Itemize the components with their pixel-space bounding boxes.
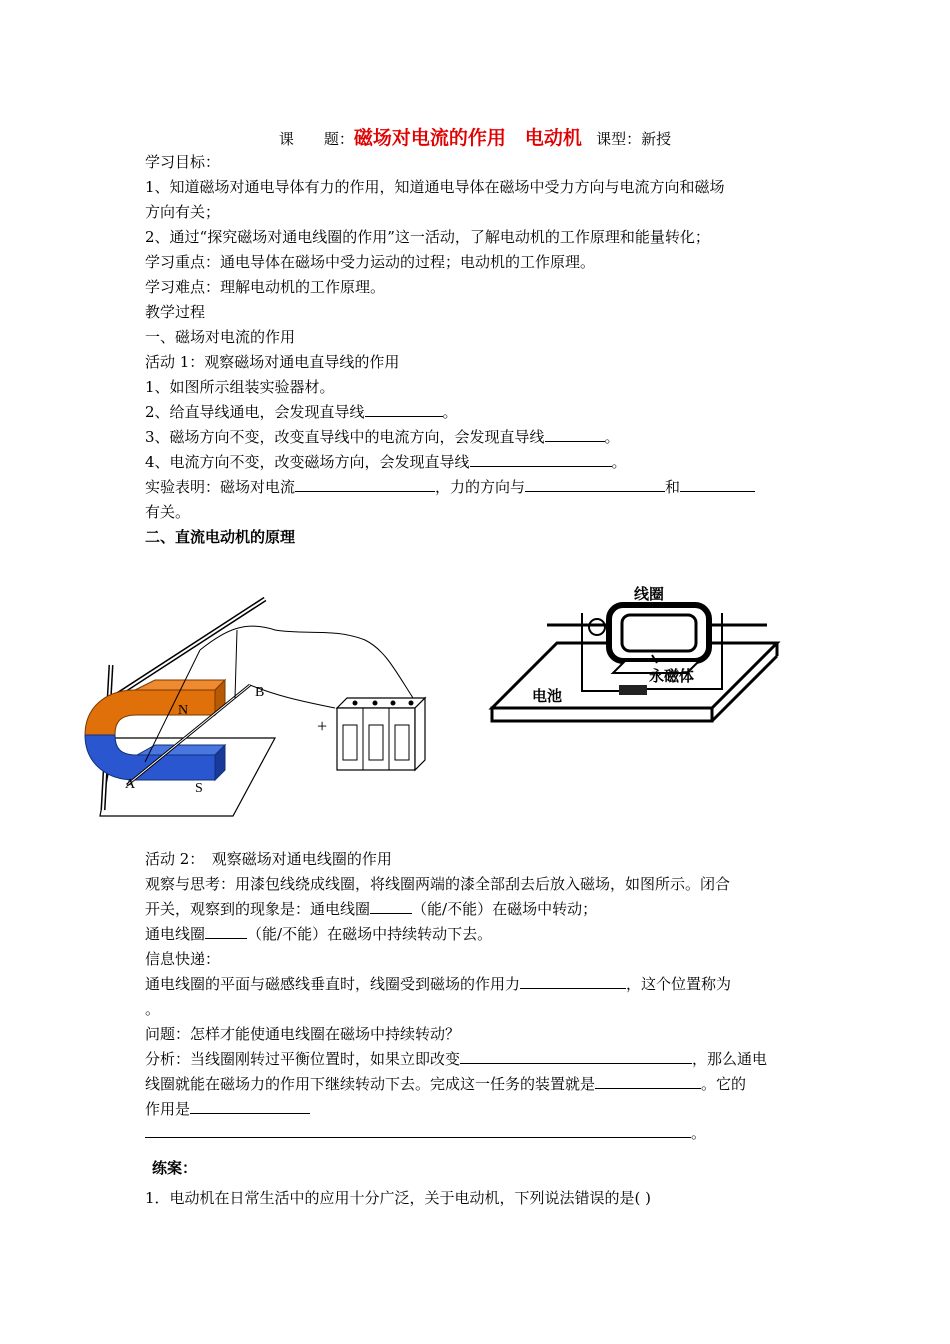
info-line-2: 。: [145, 1000, 161, 1018]
label-a: A: [125, 777, 136, 792]
answer-blank[interactable]: [520, 973, 626, 989]
info-text-2: ，这个位置称为: [626, 975, 732, 993]
answer-blank[interactable]: [545, 426, 605, 442]
practice-heading: 练案：: [152, 1159, 198, 1177]
difficulty: 学习难点：理解电动机的工作原理。: [145, 278, 386, 296]
activity-1-heading: 活动 1：观察磁场对通电直导线的作用: [145, 353, 400, 371]
question: 问题：怎样才能使通电线圈在磁场中持续转动？: [145, 1025, 461, 1043]
answer-blank[interactable]: [460, 1048, 692, 1064]
analysis-text-4: 。它的: [701, 1075, 747, 1093]
observe-text-2: （能/不能）在磁场中转动；: [412, 900, 598, 918]
info-line-1: [145, 973, 731, 995]
goals-heading: 学习目标：: [145, 153, 221, 171]
step-3-text: 3、磁场方向不变，改变直导线中的电流方向，会发现直导线: [145, 428, 545, 446]
conclusion-text-b: ，力的方向与: [435, 478, 526, 496]
analysis-end: 。: [691, 1124, 707, 1142]
page-title: [0, 124, 950, 153]
goal-1-line-2: 方向有关；: [145, 203, 221, 221]
analysis-text-5: 作用是: [145, 1100, 191, 1118]
activity-2-heading: 活动 2： 观察磁场对通电线圈的作用: [145, 850, 392, 868]
answer-blank[interactable]: [295, 476, 435, 492]
step-4-text: 4、电流方向不变，改变磁场方向，会发现直导线: [145, 453, 470, 471]
analysis-line-3: [145, 1098, 310, 1120]
observe-text-4: （能/不能）在磁场中持续转动下去。: [247, 925, 493, 943]
analysis-line-2: [145, 1073, 746, 1095]
conclusion-end: 有关。: [145, 503, 191, 521]
step-2: 2、给直导线通电，会发现直导线 。: [145, 403, 458, 421]
observe-text-1: 开关，观察到的现象是：通电线圈: [145, 900, 371, 918]
analysis-text-1: 分析：当线圈刚转过平衡位置时，如果立即改变: [145, 1050, 461, 1068]
lesson-type: 课型：新授: [596, 130, 672, 148]
label-s: S: [195, 781, 203, 796]
label-plus: +: [317, 716, 328, 736]
motor-coil-diagram: [487, 583, 787, 728]
observe-line-1: 观察与思考：用漆包线绕成线圈，将线圈两端的漆全部刮去后放入磁场，如图所示。闭合: [145, 875, 731, 893]
step-3: 3、磁场方向不变，改变直导线中的电流方向，会发现直导线 。: [145, 428, 620, 446]
conclusion: [145, 476, 755, 498]
answer-blank[interactable]: [680, 476, 755, 492]
conclusion-text-c: 和: [665, 478, 681, 496]
step-1: 1、如图所示组装实验器材。: [145, 378, 335, 396]
answer-blank[interactable]: [525, 476, 665, 492]
info-text-1: 通电线圈的平面与磁感线垂直时，线圈受到磁场的作用力: [145, 975, 521, 993]
observe-text-3: 通电线圈: [145, 925, 206, 943]
section-1-heading: 一、磁场对电流的作用: [145, 328, 296, 346]
answer-blank[interactable]: [370, 898, 412, 914]
step-4: 4、电流方向不变，改变磁场方向，会发现直导线 。: [145, 453, 627, 471]
observe-line-3: [145, 923, 492, 945]
practice-question-1: 1．电动机在日常生活中的应用十分广泛，关于电动机，下列说法错误的是( ): [145, 1189, 652, 1207]
analysis-text-2: ，那么通电: [692, 1050, 768, 1068]
answer-blank[interactable]: [365, 401, 443, 417]
title-main: 磁场对电流的作用 电动机: [353, 127, 582, 149]
answer-blank[interactable]: [190, 1098, 310, 1114]
section-2-heading: 二、直流电动机的原理: [145, 528, 296, 546]
label-permanent-magnet: 永磁体: [649, 667, 695, 685]
title-prefix: 课 题：: [278, 130, 354, 148]
analysis-line-1: [145, 1048, 767, 1070]
answer-blank[interactable]: [595, 1073, 701, 1089]
label-b: B: [255, 685, 265, 700]
info-heading: 信息快递：: [145, 950, 221, 968]
goal-2: 2、通过“探究磁场对通电线圈的作用”这一活动，了解电动机的工作原理和能量转化；: [145, 228, 710, 246]
key-point: 学习重点：通电导体在磁场中受力运动的过程；电动机的工作原理。: [145, 253, 596, 271]
label-n: N: [178, 703, 189, 718]
label-coil: 线圈: [634, 585, 665, 603]
wire-magnet-diagram: [75, 590, 435, 840]
conclusion-text-a: 实验表明：磁场对电流: [145, 478, 296, 496]
step-2-text: 2、给直导线通电，会发现直导线: [145, 403, 365, 421]
goal-1-line-1: 1、知道磁场对通电导体有力的作用，知道通电导体在磁场中受力方向与电流方向和磁场: [145, 178, 725, 196]
answer-blank[interactable]: [470, 451, 612, 467]
label-battery: 电池: [532, 687, 563, 705]
observe-line-2: [145, 898, 597, 920]
analysis-text-3: 线圈就能在磁场力的作用下继续转动下去。完成这一任务的装置就是: [145, 1075, 596, 1093]
teaching-process: 教学过程: [145, 303, 206, 321]
answer-blank[interactable]: [205, 923, 247, 939]
analysis-line-4: [145, 1122, 706, 1144]
answer-blank[interactable]: [145, 1122, 691, 1138]
